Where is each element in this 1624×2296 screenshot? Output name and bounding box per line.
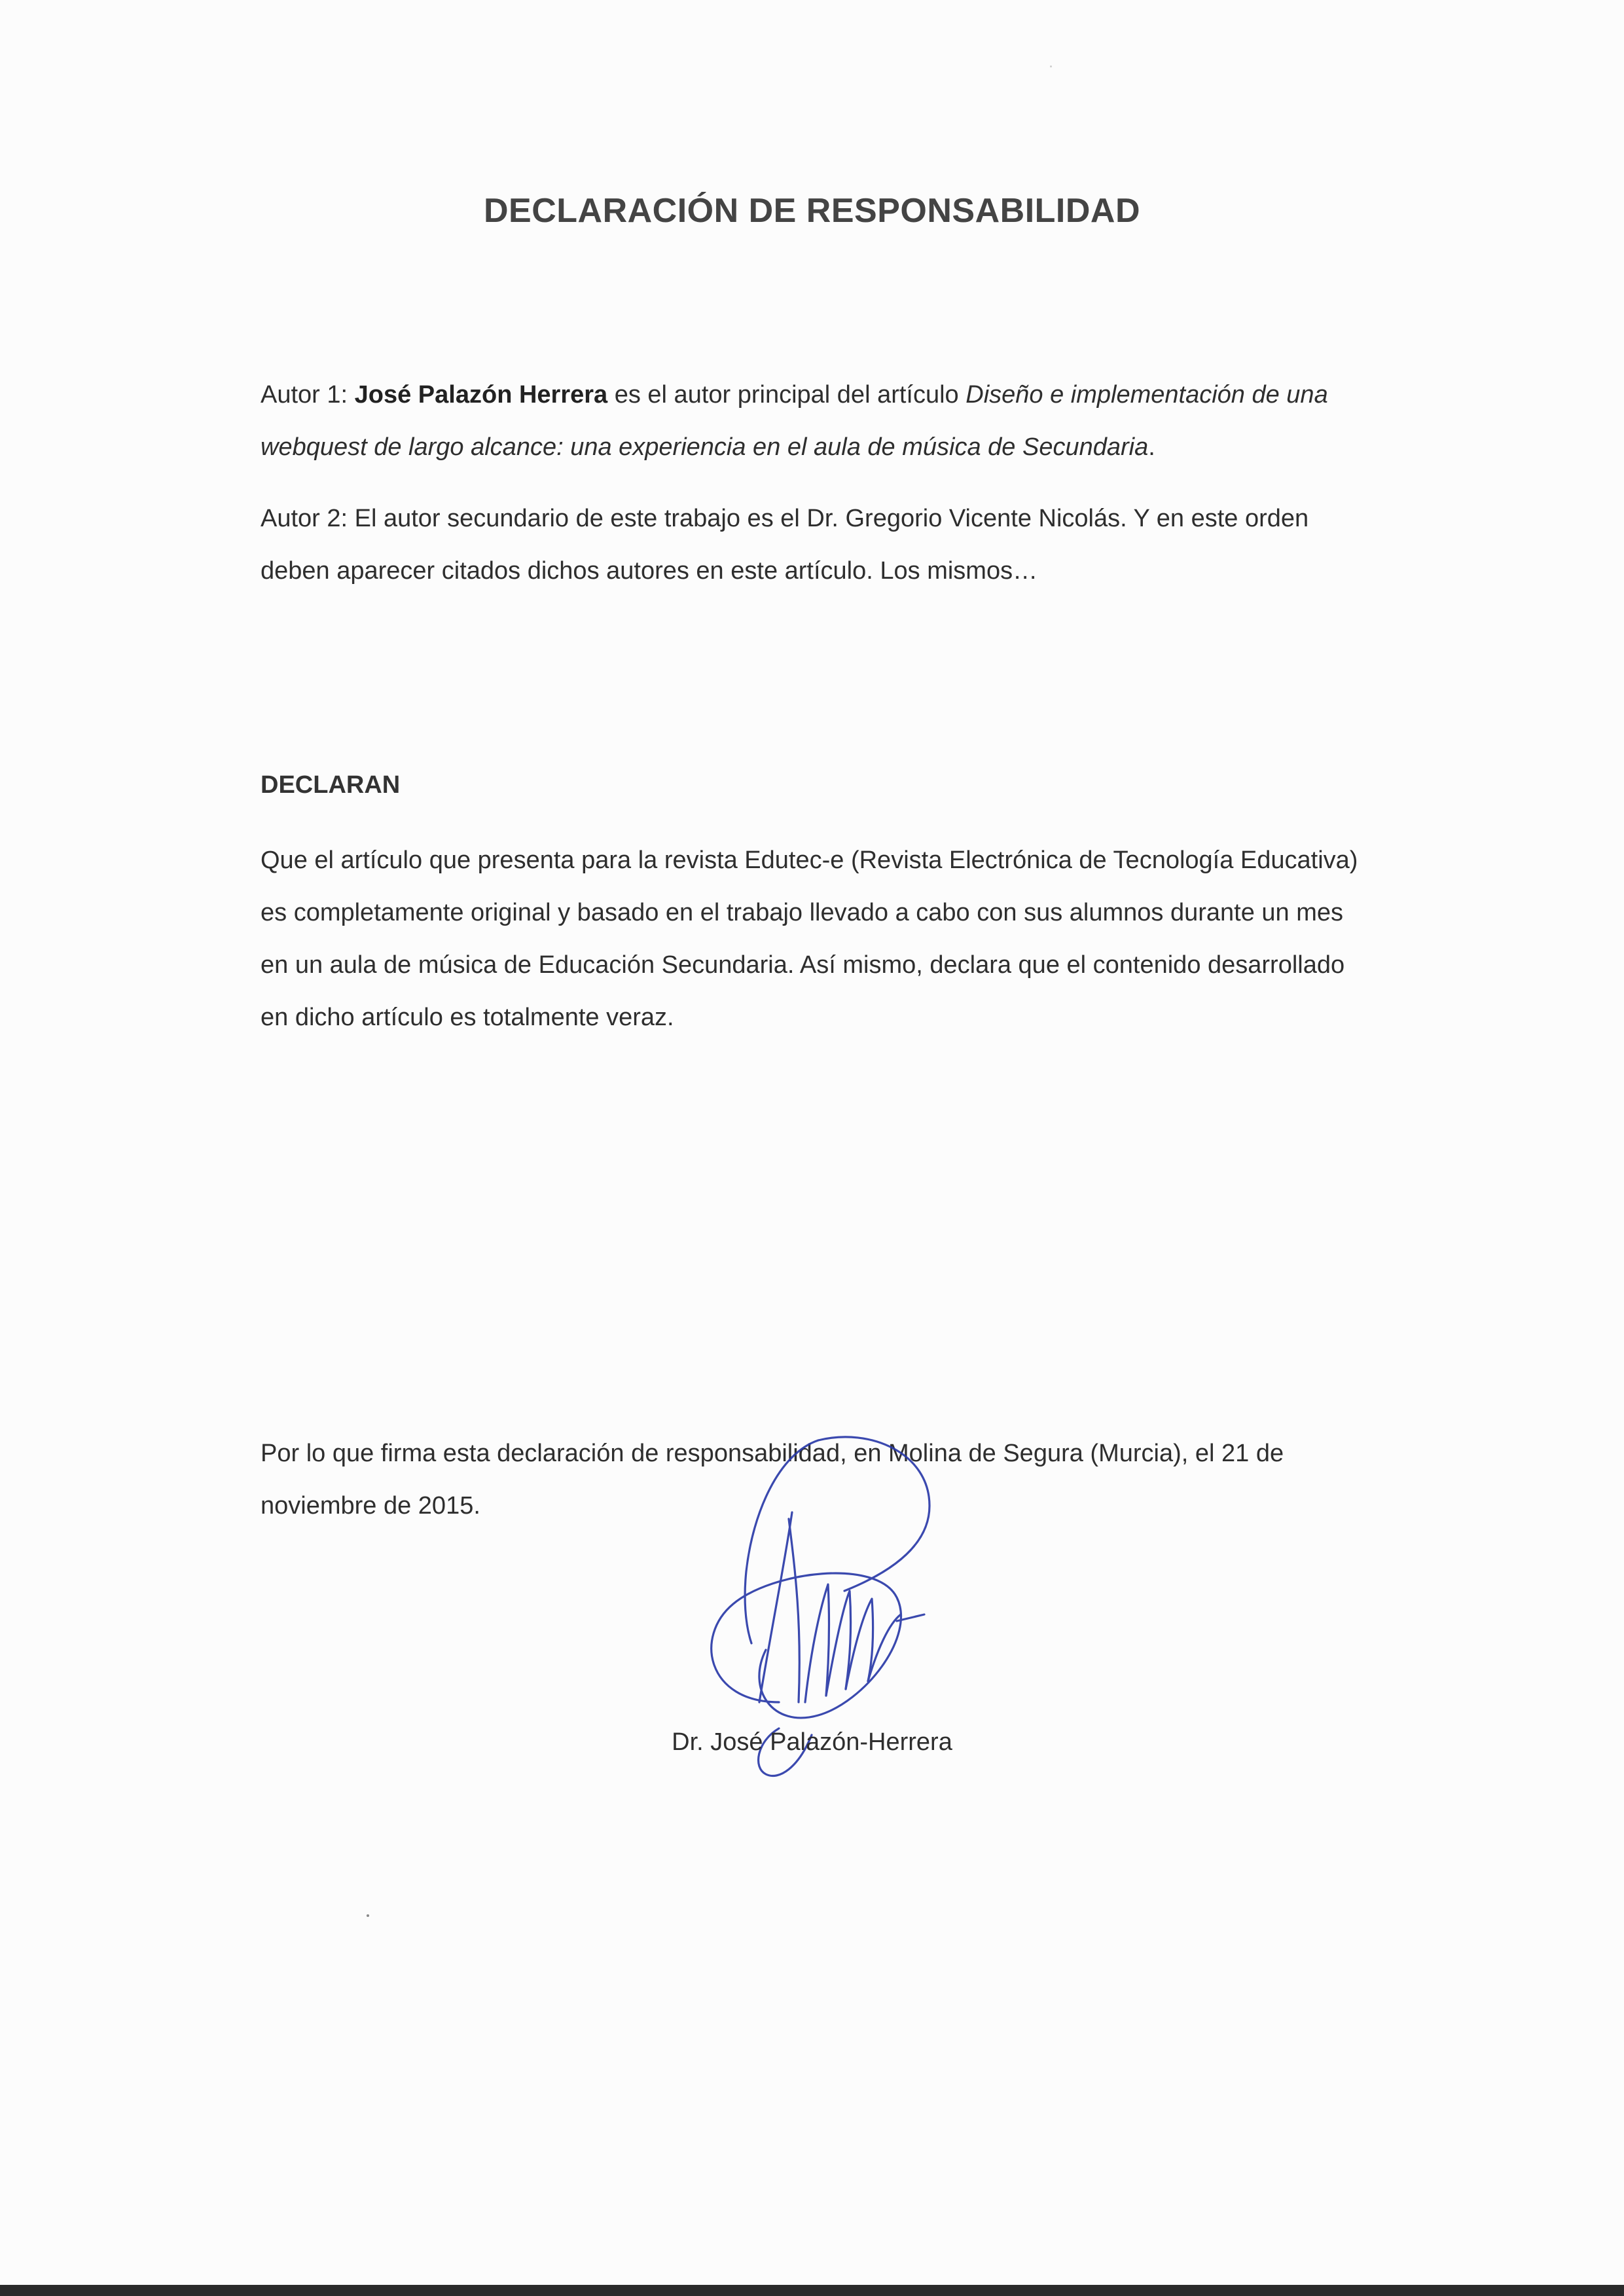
scan-speck: [1050, 65, 1052, 67]
author1-name: José Palazón Herrera: [354, 381, 608, 409]
declaration-body: Que el artículo que presenta para la revista Edutec-e (Revista Electrónica de Tecnología Educativa) es completamente original y basado en el trabajo llevado a cabo con sus alumnos durante un mes en un aula de música de Educación Secundaria. Así mismo, declara que el contenido desarrollado en dicho artículo es totalmente veraz.: [261, 847, 1358, 1031]
scan-speck: [367, 1914, 369, 1917]
scan-bottom-edge: [0, 2285, 1624, 2296]
declaran-heading: DECLARAN: [261, 771, 401, 799]
author1-paragraph: [261, 369, 1373, 473]
author2-paragraph: Autor 2: El autor secundario de este trabajo es el Dr. Gregorio Vicente Nicolás. Y en este orden deben aparecer citados dichos autores en este artículo. Los mismos…: [261, 505, 1309, 585]
document-title: DECLARACIÓN DE RESPONSABILIDAD: [483, 192, 1141, 230]
author1-middle: es el autor principal del artículo: [607, 381, 966, 409]
author1-prefix: Autor 1:: [261, 381, 355, 409]
signer-name: Dr. José Palazón-Herrera: [672, 1728, 952, 1756]
closing-paragraph: Por lo que firma esta declaración de responsabilidad, en Molina de Segura (Murcia), el 21 de noviembre de 2015.: [261, 1440, 1284, 1520]
article-title: Diseño e implementación de una webquest de largo alcance: una experiencia en el aula de música de Secundaria: [261, 381, 1328, 461]
author1-end: .: [1148, 433, 1155, 461]
